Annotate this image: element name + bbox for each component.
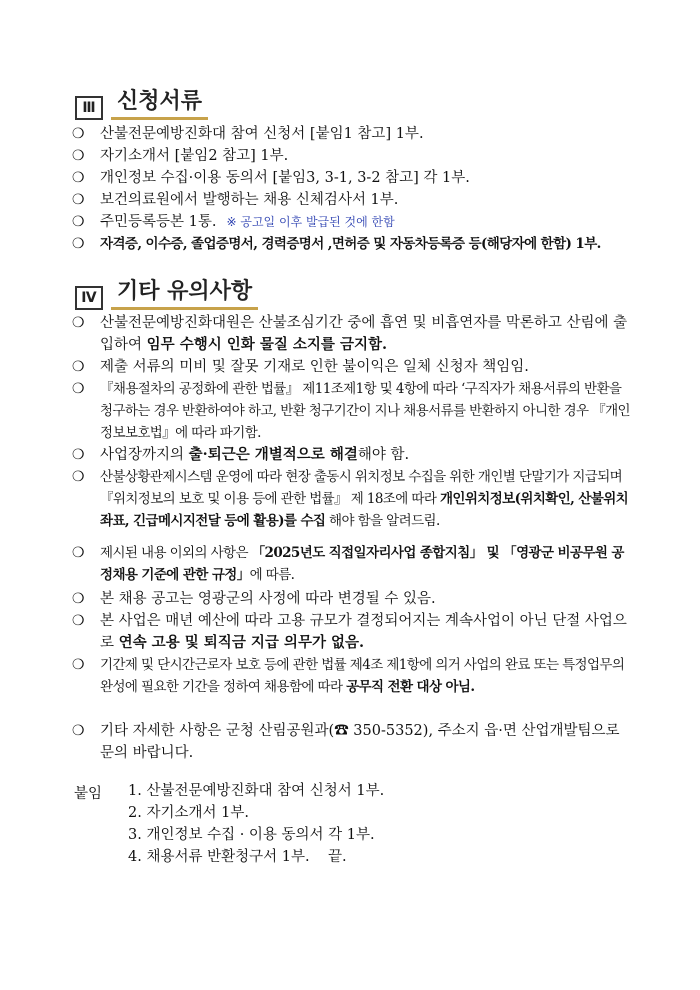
item-text: 제시된 내용 이외의 사항은 xyxy=(100,545,252,561)
bullet-icon: ❍ xyxy=(72,613,85,629)
list-item xyxy=(72,167,632,189)
item-text: 기타 자세한 사항은 군청 산림공원과(☎ 350-5352), 주소지 읍·면 산업개발팀으로 문의 바랍니다. xyxy=(100,723,620,761)
list-item xyxy=(72,588,632,610)
item-emphasis: 공무직 전환 대상 아님. xyxy=(346,679,475,695)
attachment-item: 1. 산불전문예방진화대 참여 신청서 1부. xyxy=(128,783,385,799)
item-emphasis: 출·퇴근은 개별적으로 해결 xyxy=(188,446,358,463)
section-4-title: 기타 유의사항 xyxy=(111,278,258,310)
list-item xyxy=(72,356,632,378)
item-text: 산불전문예방진화대원은 산불조심기간 중에 흡연 및 비흡연자를 막론하고 산림에 출입하여 xyxy=(100,315,628,353)
bullet-icon: ❍ xyxy=(72,236,85,252)
attachments-label: 붙임 xyxy=(74,786,103,802)
list-item xyxy=(72,610,632,654)
item-emphasis: 임무 수행시 인화 물질 소지를 금지함. xyxy=(146,336,388,353)
item-text: 본 채용 공고는 영광군의 사정에 따라 변경될 수 있음. xyxy=(100,591,436,607)
list-item xyxy=(72,654,632,698)
bullet-icon: ❍ xyxy=(72,126,85,142)
bullet-icon: ❍ xyxy=(72,192,85,208)
section-4-number: Ⅳ xyxy=(75,286,103,310)
item-text: 『채용절차의 공정화에 관한 법률』 제11조제1항 및 4항에 따라 ‘구직자가 채용서류의 반환을 청구하는 경우 반환하여야 하고, 반환 청구기간이 지나 채용서류를 반환하지 아니한 경우 『개인정보보호법』에 따라 파기함. xyxy=(100,381,630,441)
bullet-icon: ❍ xyxy=(72,447,85,463)
list-item xyxy=(72,189,632,211)
item-emphasis: 「2025년도 직접일자리사업 종합지침」 및 「영광군 비공무원 공정채용 기준에 관한 규정」 xyxy=(100,545,624,583)
item-text: 해야 함을 알려드림. xyxy=(325,513,440,529)
bullet-icon: ❍ xyxy=(72,148,85,164)
attachment-item: 3. 개인정보 수집 · 이용 동의서 각 1부. xyxy=(128,827,375,843)
bullet-icon: ❍ xyxy=(72,545,85,561)
bullet-icon: ❍ xyxy=(72,381,85,397)
item-text: 에 따름. xyxy=(249,567,295,583)
list-item xyxy=(72,466,632,532)
list-item xyxy=(72,233,632,255)
bullet-icon: ❍ xyxy=(72,591,85,607)
list-item xyxy=(72,378,632,444)
list-item xyxy=(72,145,632,167)
item-text: 산불상황관제시스템 운영에 따라 현장 출동시 위치정보 수집을 위한 개인별 단말기가 지급되며 『위치정보의 보호 및 이용 등에 관한 법률』 제 18조에 따라 xyxy=(100,469,623,507)
item-text: 제출 서류의 미비 및 잘못 기재로 인한 불이익은 일체 신청자 책임임. xyxy=(100,359,529,375)
section-3-heading xyxy=(75,88,208,120)
item-emphasis: 연속 고용 및 퇴직금 지급 의무가 없음. xyxy=(118,634,365,651)
section-3-number: Ⅲ xyxy=(75,96,103,120)
bullet-icon: ❍ xyxy=(72,469,85,485)
list-item xyxy=(72,123,632,145)
item-text: 자격증, 이수증, 졸업증명서, 경력증명서 ,면허증 및 자동차등록증 등(해당자에 한함) 1부. xyxy=(100,236,601,252)
item-text: 보건의료원에서 발행하는 채용 신체검사서 1부. xyxy=(100,192,399,208)
bullet-icon: ❍ xyxy=(72,657,85,673)
bullet-icon: ❍ xyxy=(72,170,85,186)
section-4-heading xyxy=(75,278,258,310)
bullet-icon: ❍ xyxy=(72,723,85,739)
bullet-icon: ❍ xyxy=(72,315,85,331)
item-emphasis: 개인위치정보(위치확인, 산불위치좌표, 긴급메시지전달 등에 활용)를 수집 xyxy=(100,491,629,529)
item-text: 사업장까지의 xyxy=(100,447,189,463)
item-text: 해야 함. xyxy=(357,447,410,463)
bullet-icon: ❍ xyxy=(72,214,85,230)
list-item xyxy=(72,720,632,764)
list-item xyxy=(72,444,632,466)
list-item xyxy=(72,211,632,233)
attachment-item: 4. 채용서류 반환청구서 1부. 끝. xyxy=(128,849,347,865)
bullet-icon: ❍ xyxy=(72,359,85,375)
item-text: 개인정보 수집·이용 동의서 [붙임3, 3-1, 3-2 참고] 각 1부. xyxy=(100,170,470,186)
item-text: 본 사업은 매년 예산에 따라 고용 규모가 결정되어지는 계속사업이 아닌 단절 사업으로 xyxy=(100,613,627,651)
item-text: 자기소개서 [붙임2 참고] 1부. xyxy=(100,148,289,164)
section-3-title: 신청서류 xyxy=(111,88,208,120)
list-item xyxy=(72,542,632,586)
attachment-item: 2. 자기소개서 1부. xyxy=(128,805,249,821)
item-text: 산불전문예방진화대 참여 신청서 [붙임1 참고] 1부. xyxy=(100,126,424,142)
item-text: 기간제 및 단시간근로자 보호 등에 관한 법률 제4조 제1항에 의거 사업의 완료 또는 특정업무의 완성에 필요한 기간을 정하여 채용함에 따라 xyxy=(100,657,625,695)
list-item xyxy=(72,312,632,356)
item-text: 주민등록등본 1통. xyxy=(100,214,217,230)
item-note: ※ 공고일 이후 발급된 것에 한함 xyxy=(226,215,395,229)
